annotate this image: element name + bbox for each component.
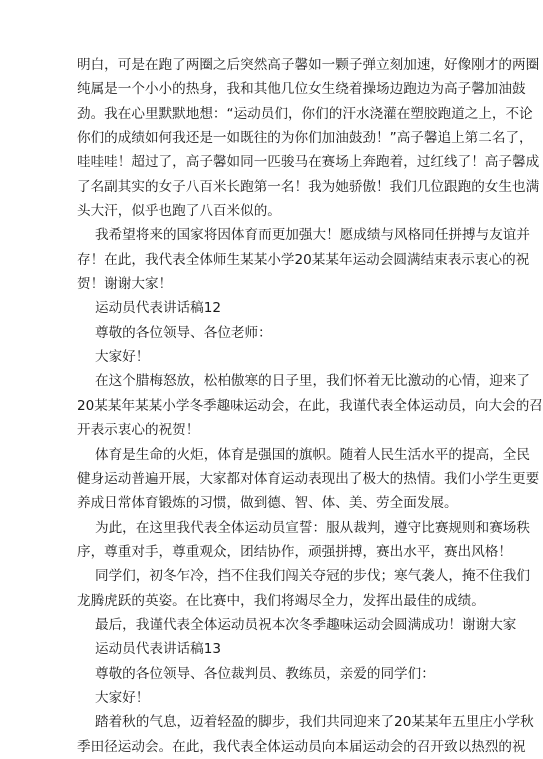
text-line: 尊敬的各位领导、各位裁判员、教练员，亲爱的同学们： (95, 665, 435, 682)
text-line: 开表示衷心的祝贺！ (77, 422, 200, 439)
text-line: 运动员代表讲话稿12 (95, 300, 222, 317)
text-line: 明白，可是在跑了两圈之后突然高子馨如一颗子弹立刻加速，好像刚才的两圈 (77, 57, 540, 73)
text-line: 贺！谢谢大家！ (77, 276, 173, 293)
text-line: 20某某年某某小学冬季趣味运动会，在此，我谨代表全体运动员，向大会的召 (77, 397, 543, 414)
text-line: 存！在此，我代表全体师生某某小学20某某年运动会圆满结束表示衷心的祝 (77, 251, 530, 268)
text-line: 季田径运动会。在此，我代表全体运动员向本届运动会的召开致以热烈的祝 (77, 738, 526, 755)
text-line: 体育是生命的火炬，体育是强国的旗帜。随着人民生活水平的提高，全民 (95, 446, 530, 463)
text-line: 劲。我在心里默默地想：“运动员们，你们的汗水浇灌在塑胶跑道之上，不论 (77, 105, 533, 122)
text-line: 同学们，初冬乍冷，挡不住我们闯关夺冠的步伐；寒气袭人，掩不住我们 (95, 568, 530, 585)
text-line: 哇哇哇！超过了，高子馨如同一匹骏马在赛场上奔跑着，过红线了！高子馨成 (77, 154, 540, 171)
text-line: 了名副其实的女子八百米长跑第一名！我为她骄傲！我们几位跟跑的女生也满 (77, 178, 540, 195)
text-line: 你们的成绩如何我还是一如既往的为你们加油鼓劲！”高子馨追上第二名了， (77, 130, 533, 147)
text-line: 尊敬的各位领导、各位老师： (95, 324, 272, 341)
text-line: 大家好！ (95, 349, 150, 366)
text-line: 我希望将来的国家将因体育而更加强大！愿成绩与风格同任拼搏与友谊并 (95, 227, 530, 244)
text-line: 在这个腊梅怒放，松柏傲寒的日子里，我们怀着无比激动的心情，迎来了 (95, 373, 530, 390)
text-line: 龙腾虎跃的英姿。在比赛中，我们将竭尽全力，发挥出最佳的成绩。 (77, 592, 485, 609)
text-line: 踏着秋的气息，迈着轻盈的脚步，我们共同迎来了20某某年五里庄小学秋 (95, 714, 534, 731)
text-line: 纯属是一个小小的热身，我和其他几位女生绕着操场边跑边为高子馨加油鼓 (77, 81, 526, 98)
text-line: 健身运动普遍开展，大家都对体育运动表现出了极大的热情。我们小学生更要 (77, 470, 540, 487)
text-line: 为此，在这里我代表全体运动员宣誓：服从裁判，遵守比赛规则和赛场秩 (95, 519, 530, 536)
text-line: 最后，我谨代表全体运动员祝本次冬季趣味运动会圆满成功！谢谢大家 (95, 616, 517, 633)
text-line: 运动员代表讲话稿13 (95, 641, 222, 658)
text-line: 序，尊重对手，尊重观众，团结协作，顽强拼搏，赛出水平，赛出风格！ (77, 543, 512, 560)
text-line: 大家好！ (95, 689, 150, 706)
text-line: 头大汗，似乎也跑了八百米似的。 (77, 203, 281, 220)
text-line: 养成日常体育锻炼的习惯，做到德、智、体、美、劳全面发展。 (77, 495, 458, 512)
